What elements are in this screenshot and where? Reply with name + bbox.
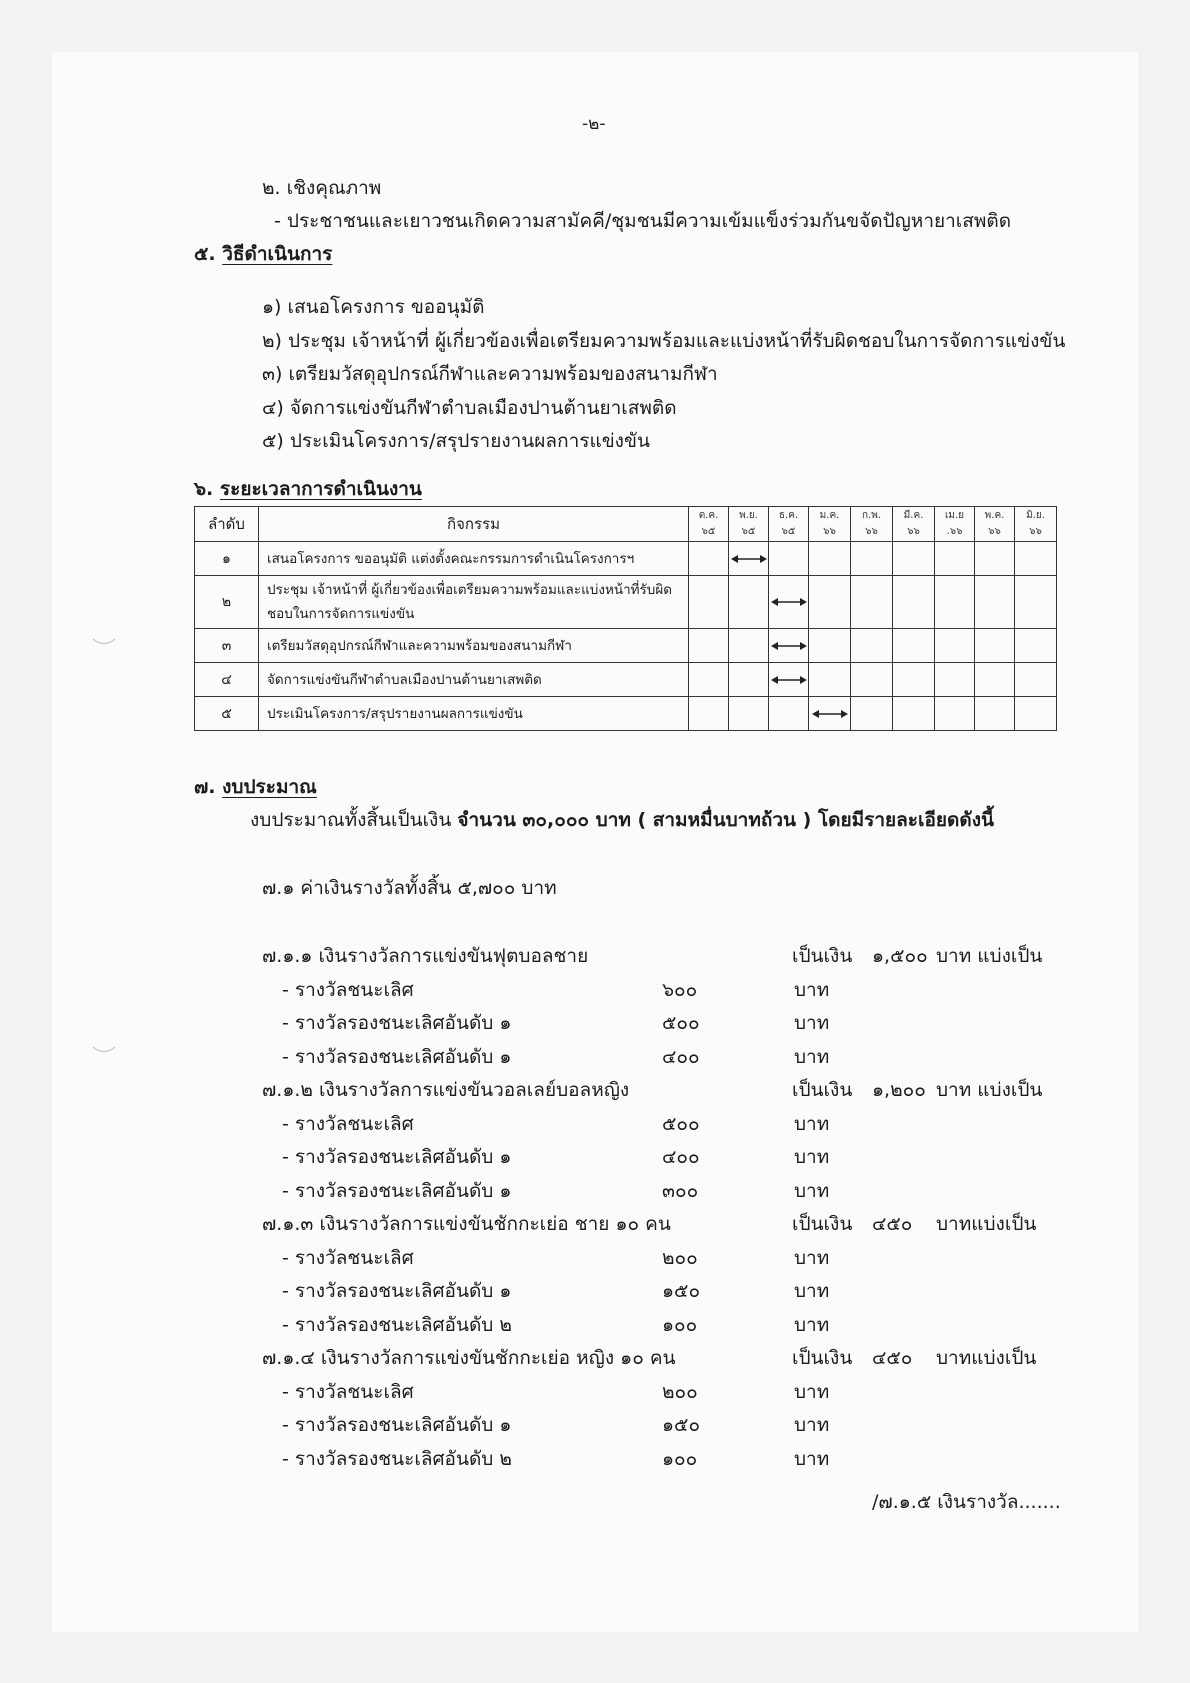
budget-item-label: - รางวัลชนะเลิศ <box>282 1380 414 1403</box>
month-label: มี.ค. <box>903 510 924 521</box>
month-cell <box>689 542 729 576</box>
budget-section-suffix: บาทแบ่งเป็น <box>936 1347 1037 1369</box>
page-number: -๒- <box>582 114 606 134</box>
method-step: ๕) ประเมินโครงการ/สรุปรายงานผลการแข่งขัน <box>262 430 650 452</box>
month-cell <box>1015 576 1057 629</box>
method-step: ๑) เสนอโครงการ ขออนุมัติ <box>262 296 485 318</box>
month-label: ก.พ. <box>861 510 881 521</box>
month-header <box>975 507 1015 542</box>
budget-item-amount: ๔๐๐ <box>662 1146 700 1168</box>
budget-item-amount: ๓๐๐ <box>662 1179 699 1202</box>
budget-item-unit: บาท <box>794 1380 830 1403</box>
month-cell <box>935 697 975 731</box>
month-cell <box>809 576 851 629</box>
month-year: .๖๖ <box>946 526 963 537</box>
month-cell <box>975 663 1015 697</box>
schedule-number: ๖. <box>194 478 214 500</box>
timeline-arrow-icon <box>771 597 807 607</box>
method-heading <box>194 242 332 266</box>
month-cell <box>689 697 729 731</box>
month-cell <box>975 542 1015 576</box>
timeline-arrow-icon <box>771 675 807 685</box>
month-cell <box>1015 542 1057 576</box>
month-header <box>729 507 769 542</box>
row-number: ๕ <box>195 697 259 731</box>
month-header <box>893 507 935 542</box>
month-cell <box>729 697 769 731</box>
month-cell <box>809 542 851 576</box>
month-cell <box>851 697 893 731</box>
budget-section-total: ๔๕๐ <box>872 1213 913 1235</box>
budget-item-label: - รางวัลรองชนะเลิศอันดับ ๒ <box>282 1313 512 1336</box>
budget-item-unit: บาท <box>794 978 830 1001</box>
schedule-heading <box>194 477 422 501</box>
budget-section-title: ๗.๑.๑ เงินรางวัลการแข่งขันฟุตบอลชาย <box>262 945 589 967</box>
method-step: ๒) ประชุม เจ้าหน้าที่ ผู้เกี่ยวข้องเพื่อเตรียมความพร้อมและแบ่งหน้าที่รับผิดชอบในการจัดการแข่งขัน <box>262 329 1066 352</box>
schedule-row <box>195 629 1057 663</box>
punch-hole-mark <box>88 612 120 644</box>
budget-item-unit: บาท <box>794 1313 830 1336</box>
month-cell <box>729 629 769 663</box>
row-activity: ประชุม เจ้าหน้าที่ ผู้เกี่ยวข้องเพื่อเตรียมความพร้อมและแบ่งหน้าที่รับผิดชอบในการจัดการแข่งขัน <box>259 576 689 629</box>
schedule-row <box>195 697 1057 731</box>
timeline-arrow-icon <box>812 709 848 719</box>
month-header <box>689 507 729 542</box>
month-cell <box>851 542 893 576</box>
budget-number: ๗. <box>194 776 216 798</box>
budget-section-title: ๗.๑.๓ เงินรางวัลการแข่งขันชักกะเย่อ ชาย ๑๐ คน <box>262 1213 671 1235</box>
month-label: พ.ค. <box>984 510 1005 521</box>
month-year: ๖๕ <box>701 526 716 537</box>
month-cell <box>975 576 1015 629</box>
month-label: ธ.ค. <box>778 510 799 521</box>
budget-item-label: - รางวัลรองชนะเลิศอันดับ ๒ <box>282 1447 512 1470</box>
budget-intro-amount: จำนวน ๓๐,๐๐๐ บาท ( สามหมื่นบาทถ้วน ) โดยมีรายละเอียดดังนี้ <box>457 809 994 831</box>
month-cell <box>1015 663 1057 697</box>
punch-hole-mark <box>88 1020 120 1052</box>
month-cell <box>689 576 729 629</box>
budget-section-total-label: เป็นเงิน <box>792 1079 853 1101</box>
budget-item-label: - รางวัลชนะเลิศ <box>282 1246 414 1269</box>
month-cell <box>935 576 975 629</box>
budget-item-amount: ๑๐๐ <box>662 1447 698 1470</box>
budget-item-unit: บาท <box>794 1012 830 1034</box>
month-year: ๖๖ <box>907 526 920 537</box>
month-cell <box>689 629 729 663</box>
row-activity: เสนอโครงการ ขออนุมัติ แต่งตั้งคณะกรรมการดำเนินโครงการฯ <box>259 542 689 576</box>
quality-line: - ประชาชนและเยาวชนเกิดความสามัคคี/ชุมชนมีความเข้มแข็งร่วมกันขจัดปัญหายาเสพติด <box>274 210 1012 232</box>
month-cell <box>1015 697 1057 731</box>
month-cell <box>893 697 935 731</box>
month-header <box>851 507 893 542</box>
quality-heading: ๒. เชิงคุณภาพ <box>262 177 382 199</box>
month-cell <box>935 542 975 576</box>
month-cell <box>689 663 729 697</box>
month-cell <box>809 629 851 663</box>
budget-item-unit: บาท <box>794 1179 830 1202</box>
month-cell <box>893 576 935 629</box>
row-number: ๔ <box>195 663 259 697</box>
budget-item-amount: ๑๐๐ <box>662 1313 698 1336</box>
month-cell <box>769 629 809 663</box>
budget-section-title: ๗.๑.๔ เงินรางวัลการแข่งขันชักกะเย่อ หญิง ๑๐ คน <box>262 1347 676 1369</box>
budget-section-suffix: บาทแบ่งเป็น <box>936 1213 1037 1235</box>
month-cell <box>809 697 851 731</box>
month-label: พ.ย. <box>739 510 758 521</box>
month-header <box>809 507 851 542</box>
row-number: ๓ <box>195 629 259 663</box>
method-step: ๔) จัดการแข่งขันกีฬาตำบลเมืองปานต้านยาเสพติด <box>262 396 677 419</box>
month-cell <box>851 663 893 697</box>
month-cell <box>893 542 935 576</box>
col-header-no: ลำดับ <box>195 507 259 542</box>
budget-heading <box>194 775 317 799</box>
budget-item-amount: ๔๐๐ <box>662 1045 700 1068</box>
budget-section-total-label: เป็นเงิน <box>792 1347 853 1369</box>
month-cell <box>729 663 769 697</box>
budget-intro-text: งบประมาณทั้งสิ้นเป็นเงิน <box>250 809 458 831</box>
budget-item-amount: ๕๐๐ <box>662 1112 700 1135</box>
budget-item-label: - รางวัลรองชนะเลิศอันดับ ๑ <box>282 1280 512 1302</box>
schedule-title: ระยะเวลาการดำเนินงาน <box>219 478 422 500</box>
budget-item-label: - รางวัลชนะเลิศ <box>282 978 414 1001</box>
budget-section-suffix: บาท แบ่งเป็น <box>936 1079 1043 1101</box>
budget-section-total: ๑,๕๐๐ <box>872 945 928 967</box>
month-cell <box>851 576 893 629</box>
month-header <box>1015 507 1057 542</box>
month-cell <box>729 542 769 576</box>
budget-item-label: - รางวัลรองชนะเลิศอันดับ ๑ <box>282 1179 512 1202</box>
row-number: ๑ <box>195 542 259 576</box>
budget-item-unit: บาท <box>794 1447 830 1470</box>
month-label: มิ.ย. <box>1026 510 1045 521</box>
row-activity: จัดการแข่งขันกีฬาตำบลเมืองปานต้านยาเสพติด <box>259 663 689 697</box>
timeline-arrow-icon <box>771 641 807 651</box>
budget-title: งบประมาณ <box>222 776 317 798</box>
budget-subtotal: ๗.๑ ค่าเงินรางวัลทั้งสิ้น ๕,๗๐๐ บาท <box>262 877 557 899</box>
month-cell <box>851 629 893 663</box>
budget-item-amount: ๒๐๐ <box>662 1380 698 1403</box>
continuation-note: /๗.๑.๕ เงินรางวัล....... <box>872 1491 1061 1513</box>
schedule-row <box>195 542 1057 576</box>
schedule-row <box>195 576 1057 629</box>
budget-item-amount: ๖๐๐ <box>662 978 698 1001</box>
row-activity: เตรียมวัสดุอุปกรณ์กีฬาและความพร้อมของสนามกีฬา <box>259 629 689 663</box>
row-activity: ประเมินโครงการ/สรุปรายงานผลการแข่งขัน <box>259 697 689 731</box>
budget-section-total-label: เป็นเงิน <box>792 1213 853 1235</box>
budget-item-unit: บาท <box>794 1112 830 1135</box>
budget-item-label: - รางวัลรองชนะเลิศอันดับ ๑ <box>282 1045 512 1068</box>
method-number: ๕. <box>194 243 216 265</box>
month-label: ม.ค. <box>819 510 840 521</box>
month-cell <box>975 697 1015 731</box>
month-cell <box>975 629 1015 663</box>
budget-section-total-label: เป็นเงิน <box>792 945 853 967</box>
budget-item-amount: ๒๐๐ <box>662 1246 698 1269</box>
month-header <box>935 507 975 542</box>
col-header-activity: กิจกรรม <box>259 507 689 542</box>
method-step: ๓) เตรียมวัสดุอุปกรณ์กีฬาและความพร้อมของสนามกีฬา <box>262 363 718 385</box>
month-cell <box>935 629 975 663</box>
budget-item-unit: บาท <box>794 1045 830 1068</box>
month-header <box>769 507 809 542</box>
budget-item-unit: บาท <box>794 1280 830 1302</box>
month-cell <box>729 576 769 629</box>
budget-item-label: - รางวัลรองชนะเลิศอันดับ ๑ <box>282 1012 512 1034</box>
month-year: ๖๖ <box>1029 526 1042 537</box>
row-number: ๒ <box>195 576 259 629</box>
budget-item-label: - รางวัลชนะเลิศ <box>282 1112 414 1135</box>
month-cell <box>769 663 809 697</box>
month-cell <box>935 663 975 697</box>
budget-item-amount: ๕๐๐ <box>662 1012 700 1034</box>
budget-item-label: - รางวัลรองชนะเลิศอันดับ ๑ <box>282 1146 512 1168</box>
timeline-arrow-icon <box>731 554 767 564</box>
budget-section-total: ๔๕๐ <box>872 1347 913 1369</box>
document-sheet <box>52 52 1138 1632</box>
budget-item-unit: บาท <box>794 1414 830 1436</box>
budget-item-amount: ๑๕๐ <box>662 1280 701 1302</box>
month-cell <box>809 663 851 697</box>
month-label: ต.ค. <box>698 510 719 521</box>
month-year: ๖๖ <box>988 526 1001 537</box>
budget-section-total: ๑,๒๐๐ <box>872 1079 926 1101</box>
budget-intro <box>250 808 994 832</box>
month-cell <box>769 542 809 576</box>
budget-section-title: ๗.๑.๒ เงินรางวัลการแข่งขันวอลเลย์บอลหญิง <box>262 1079 630 1101</box>
schedule-header-row <box>195 507 1057 542</box>
month-cell <box>769 697 809 731</box>
month-cell <box>769 576 809 629</box>
month-label: เม.ย <box>944 510 965 521</box>
budget-item-label: - รางวัลรองชนะเลิศอันดับ ๑ <box>282 1414 512 1436</box>
month-cell <box>1015 629 1057 663</box>
month-cell <box>893 663 935 697</box>
month-year: ๖๖ <box>823 526 836 537</box>
month-year: ๖๖ <box>865 526 878 537</box>
month-cell <box>893 629 935 663</box>
month-year: ๖๕ <box>781 526 796 537</box>
method-title: วิธีดำเนินการ <box>222 243 333 265</box>
budget-item-amount: ๑๕๐ <box>662 1414 701 1436</box>
month-year: ๖๕ <box>741 526 756 537</box>
budget-item-unit: บาท <box>794 1146 830 1168</box>
schedule-row <box>195 663 1057 697</box>
budget-item-unit: บาท <box>794 1246 830 1269</box>
schedule-table <box>194 506 1057 731</box>
budget-section-suffix: บาท แบ่งเป็น <box>936 945 1043 967</box>
